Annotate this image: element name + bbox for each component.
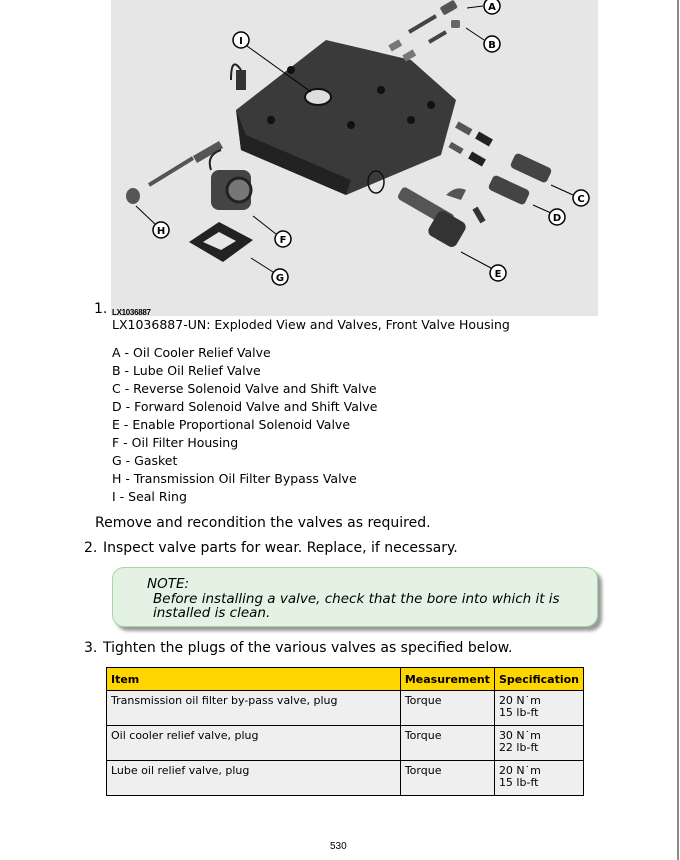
step-3-text: Tighten the plugs of the various valves as specified below. (103, 640, 513, 656)
callout-d (533, 205, 565, 225)
spec-imperial: 22 lb-ft (498, 741, 539, 754)
legend-item: F - Oil Filter Housing (112, 435, 239, 450)
svg-text:D: D (552, 213, 562, 224)
note-title: NOTE: (147, 576, 190, 592)
cell-measurement: Torque (400, 726, 494, 761)
cell-measurement: Torque (400, 691, 494, 726)
step-2-number: 2. (84, 540, 98, 556)
figure-caption: LX1036887-UN: Exploded View and Valves, Front Valve Housing (112, 317, 510, 332)
cell-item: Oil cooler relief valve, plug (107, 726, 401, 761)
spec-metric: 20 N˙m (498, 694, 541, 707)
cell-specification (494, 726, 583, 761)
exploded-view-figure (111, 0, 598, 316)
figure-id-label: LX1036887 (112, 308, 151, 317)
svg-text:E: E (494, 269, 502, 280)
cell-item: Transmission oil filter by-pass valve, plug (107, 691, 401, 726)
table-header-row (107, 668, 584, 691)
cell-measurement: Torque (400, 761, 494, 796)
legend-item: C - Reverse Solenoid Valve and Shift Valve (112, 381, 377, 396)
svg-text:B: B (488, 40, 496, 51)
legend-item: D - Forward Solenoid Valve and Shift Valve (112, 399, 378, 414)
cell-specification (494, 691, 583, 726)
legend-item: E - Enable Proportional Solenoid Valve (112, 417, 351, 432)
note-body: Before installing a valve, check that the bore into which it is installed is clean. (153, 591, 560, 621)
page-edge-rule (677, 0, 679, 860)
callout-legend (112, 344, 377, 506)
spec-imperial: 15 lb-ft (498, 776, 539, 789)
spec-imperial: 15 lb-ft (498, 706, 539, 719)
cell-specification (494, 761, 583, 796)
svg-text:H: H (156, 226, 166, 237)
torque-spec-table (106, 667, 584, 796)
table-row (107, 726, 584, 761)
legend-item: B - Lube Oil Relief Valve (112, 363, 261, 378)
header-measurement: Measurement (400, 668, 494, 691)
callout-h (136, 206, 169, 238)
page-number: 530 (330, 841, 347, 852)
instruction-text: Remove and recondition the valves as required. (95, 515, 431, 531)
step-3-number: 3. (84, 640, 98, 656)
valve-housing-illustration (111, 0, 598, 316)
callout-a (467, 0, 500, 14)
header-specification: Specification (494, 668, 583, 691)
legend-item: A - Oil Cooler Relief Valve (112, 345, 271, 360)
svg-text:F: F (279, 235, 287, 246)
table-row (107, 761, 584, 796)
spec-metric: 20 N˙m (498, 764, 541, 777)
step-2-text: Inspect valve parts for wear. Replace, if necessary. (103, 540, 458, 556)
cell-item: Lube oil relief valve, plug (107, 761, 401, 796)
callout-e (461, 252, 506, 281)
seal-ring-bore (305, 89, 331, 105)
note-box (112, 567, 598, 627)
svg-text:A: A (488, 2, 496, 13)
header-item: Item (107, 668, 401, 691)
svg-text:C: C (577, 194, 585, 205)
callout-b (466, 28, 500, 52)
step-1-number: 1. (94, 301, 108, 317)
svg-text:G: G (275, 273, 285, 284)
legend-item: H - Transmission Oil Filter Bypass Valve (112, 471, 357, 486)
svg-text:I: I (239, 36, 243, 47)
callout-f (253, 216, 291, 247)
legend-item: G - Gasket (112, 453, 178, 468)
callout-c (551, 185, 589, 206)
spec-metric: 30 N˙m (498, 729, 541, 742)
callout-g (251, 258, 288, 285)
table-row (107, 691, 584, 726)
legend-item: I - Seal Ring (112, 489, 187, 504)
